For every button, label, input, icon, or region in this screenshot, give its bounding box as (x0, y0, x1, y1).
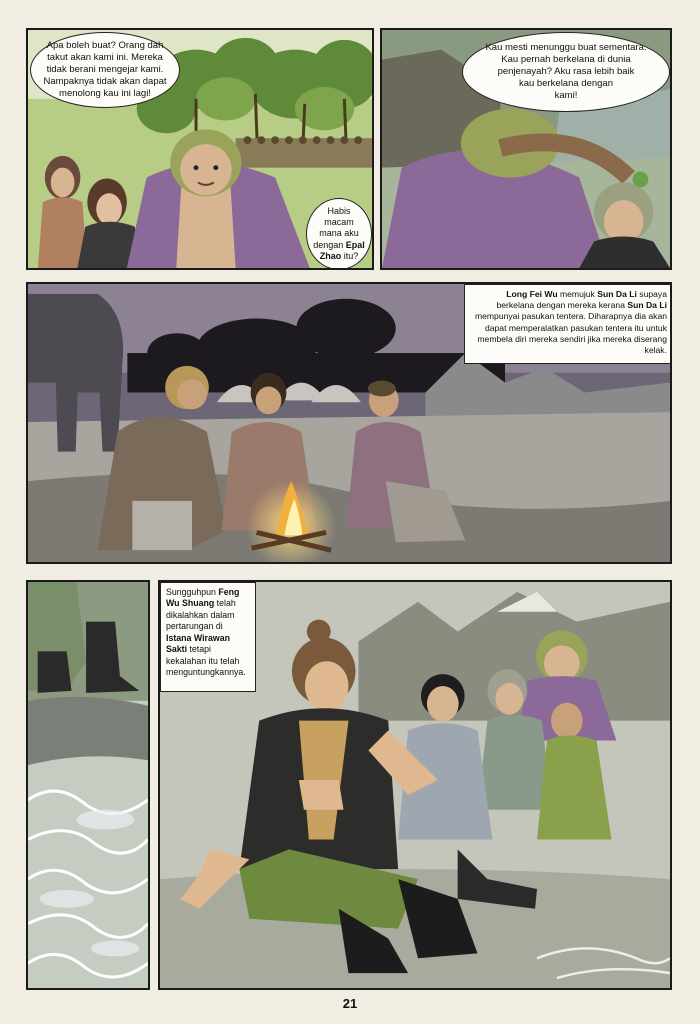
caption-text: mempunyai pasukan tentera. Diharapnya dia akan dapat memperalatkan pasukan tentera itu untuk membela diri mereka sendiri jika mereka diserang kelak. (474, 311, 667, 355)
caption-text: tetapi kekalahan itu telah menguntungkannya. (166, 644, 246, 677)
panel-embrace-scene (380, 28, 672, 270)
caption-sungguhpun (160, 582, 256, 692)
caption-name: Sun Da Li (627, 300, 667, 311)
speech-line: penjenayah? Aku rasa lebih baik (497, 66, 635, 78)
speech-line: kau berkelana dengan (518, 77, 613, 89)
speech-line: Apa boleh buat? Orang dah (46, 40, 164, 52)
speech-bubble-kau-mesti-menunggu (462, 32, 670, 112)
caption-name: Long Fei Wu (506, 289, 558, 299)
speech-bubble-habis-macam-mana (306, 198, 372, 270)
speech-line: Habis (327, 205, 351, 216)
caption-long-fei-wu (464, 284, 672, 364)
caption-name: Feng Wu Shuang (166, 587, 240, 609)
boots-water-art (28, 582, 148, 988)
page-number: 21 (342, 996, 358, 1011)
speech-line (313, 240, 365, 251)
speech-name-epal: Epal (345, 239, 365, 250)
panel-campfire-scene (26, 282, 672, 564)
panel-boots-water (26, 580, 150, 990)
caption-text: telah dikalahkan dalam pertarungan di (166, 598, 236, 632)
speech-line: kami! (554, 89, 578, 101)
panel-group-sitting (158, 580, 672, 990)
speech-line: mana aku (319, 228, 359, 239)
panel-forest-scene (26, 28, 374, 270)
speech-line: menolong kau ini lagi! (59, 87, 151, 99)
caption-text: memujuk (557, 289, 598, 299)
speech-line: Nampaknya tidak akan dapat (43, 75, 167, 87)
speech-text: itu? (341, 250, 359, 261)
speech-line: Kau pernah berkelana di dunia (501, 54, 631, 66)
speech-text: dengan (313, 239, 346, 250)
speech-line: macam (324, 217, 354, 228)
caption-text: Sungguhpun (166, 587, 219, 597)
speech-line: tidak berani mengejar kami. (46, 64, 164, 76)
speech-line (313, 251, 365, 262)
caption-text: supaya berkelana dengan mereka kerana (496, 289, 667, 311)
speech-bubble-apa-boleh-buat (30, 32, 180, 108)
speech-line: Kau mesti menunggu buat sementara. (485, 42, 647, 54)
caption-name: Istana Wirawan Sakti (166, 632, 230, 655)
speech-line: takut akan kami ini. Mereka (47, 52, 163, 64)
caption-name: Sun Da Li (597, 289, 637, 299)
speech-name-zhao: Zhao (319, 250, 342, 261)
